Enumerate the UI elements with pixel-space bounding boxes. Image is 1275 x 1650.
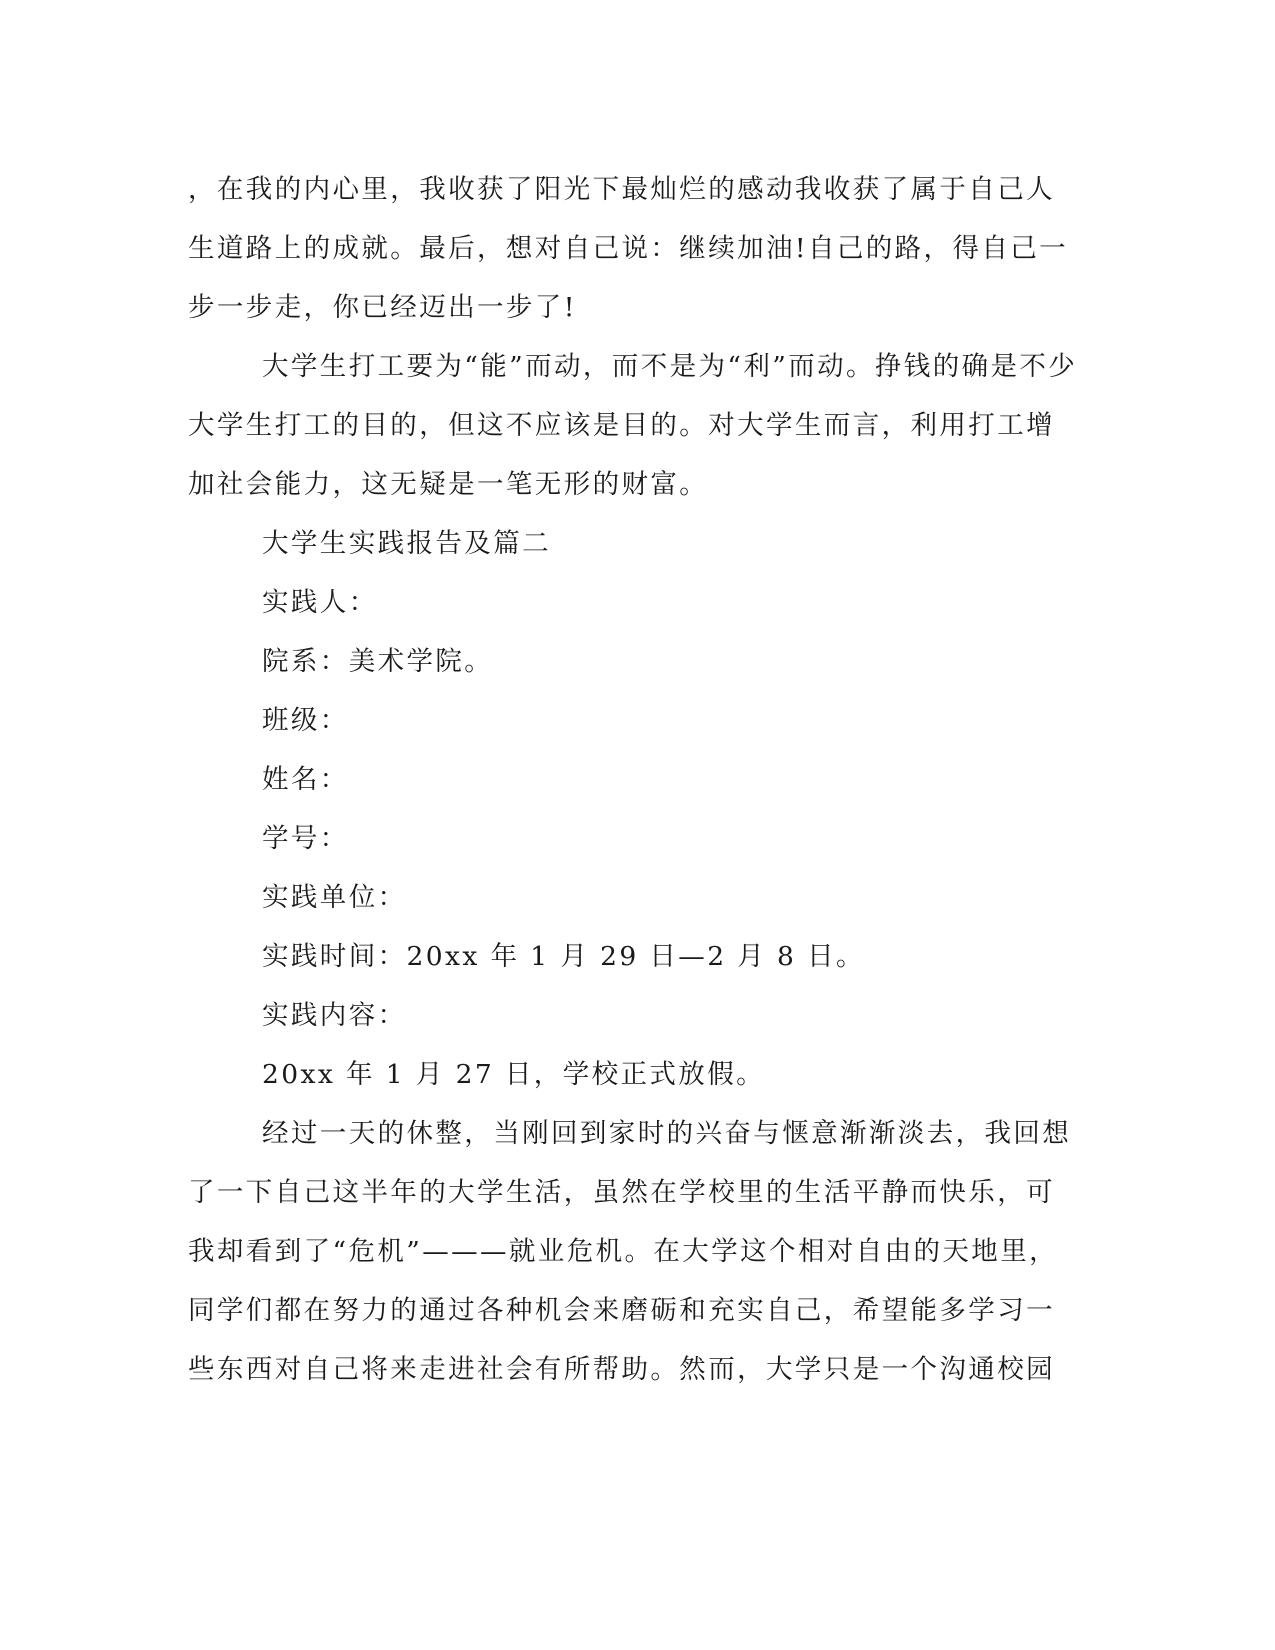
field-practice-time: 实践时间：20xx 年 1 月 29 日—2 月 8 日。 bbox=[262, 941, 865, 972]
text-line: 些东西对自己将来走进社会有所帮助。然而，大学只是一个沟通校园 bbox=[188, 1354, 1055, 1385]
paragraph-start-line: 经过一天的休整，当刚回到家时的兴奋与惬意渐渐淡去，我回想 bbox=[262, 1118, 1072, 1149]
field-practice-unit: 实践单位： bbox=[262, 882, 407, 913]
paragraph-start-line: 20xx 年 1 月 27 日，学校正式放假。 bbox=[262, 1059, 766, 1090]
text-line: 加社会能力，这无疑是一笔无形的财富。 bbox=[188, 469, 709, 500]
field-practice-content: 实践内容： bbox=[262, 1000, 407, 1031]
paragraph-start-line: 大学生打工要为“能”而动，而不是为“利”而动。挣钱的确是不少 bbox=[262, 351, 1078, 382]
field-practitioner: 实践人： bbox=[262, 587, 378, 618]
text-line: 我却看到了“危机”———就业危机。在大学这个相对自由的天地里， bbox=[188, 1236, 1058, 1267]
text-line: 步一步走，你已经迈出一步了! bbox=[188, 292, 577, 323]
text-line: 了一下自己这半年的大学生活，虽然在学校里的生活平静而快乐，可 bbox=[188, 1177, 1055, 1208]
field-name: 姓名： bbox=[262, 764, 349, 795]
text-line: 同学们都在努力的通过各种机会来磨砺和充实自己，希望能多学习一 bbox=[188, 1295, 1055, 1326]
field-class: 班级： bbox=[262, 705, 349, 736]
section-heading: 大学生实践报告及篇二 bbox=[262, 528, 551, 559]
field-department: 院系：美术学院。 bbox=[262, 646, 494, 677]
text-line: 大学生打工的目的，但这不应该是目的。对大学生而言，利用打工增 bbox=[188, 410, 1055, 441]
field-student-id: 学号： bbox=[262, 823, 349, 854]
text-line: 生道路上的成就。最后，想对自己说：继续加油!自己的路，得自己一 bbox=[188, 233, 1069, 264]
text-line: ，在我的内心里，我收获了阳光下最灿烂的感动我收获了属于自己人 bbox=[188, 174, 1055, 205]
